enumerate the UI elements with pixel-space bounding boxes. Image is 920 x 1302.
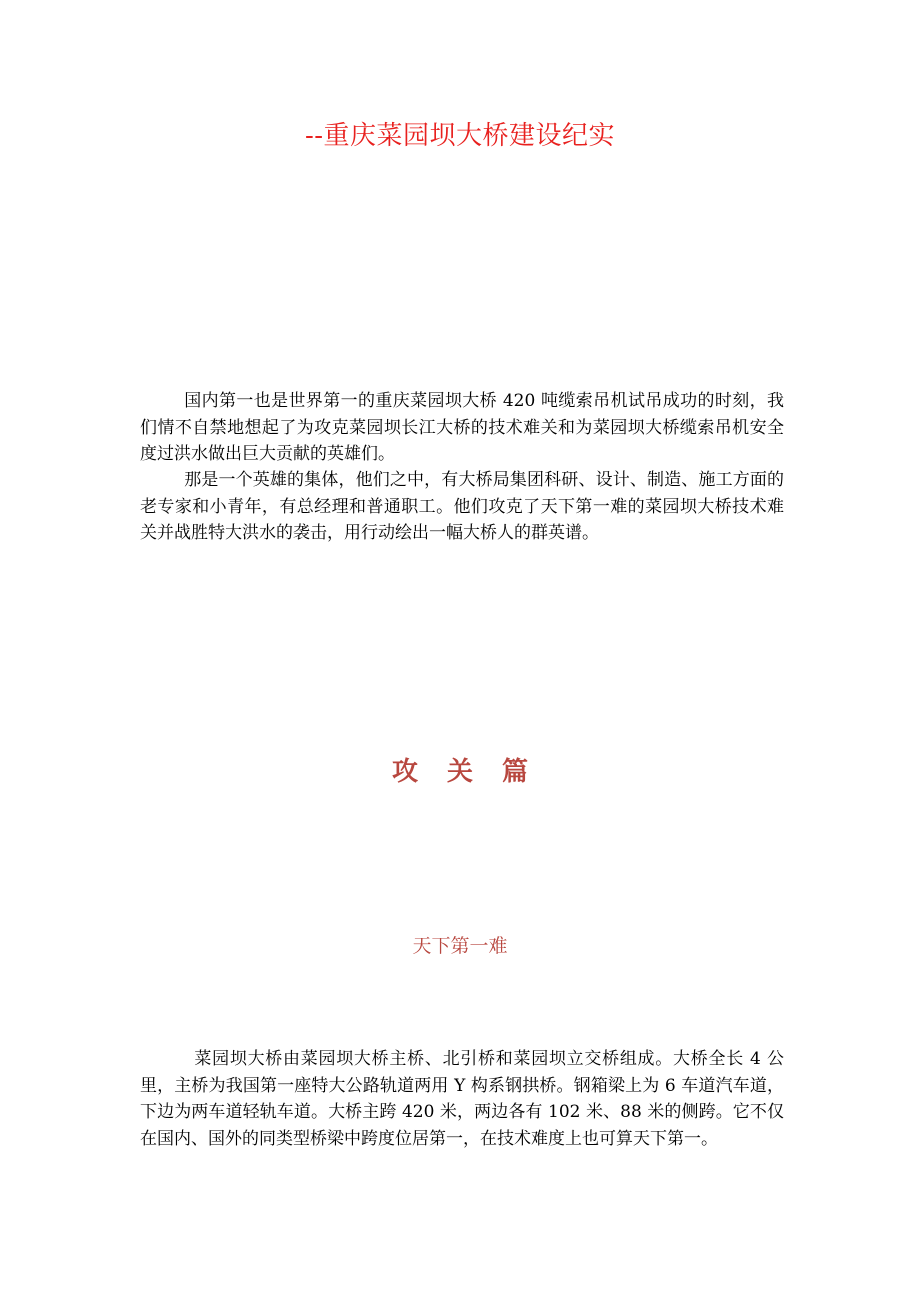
section-heading: 攻 关 篇	[391, 757, 539, 787]
intro-paragraph-2: 那是一个英雄的集体，他们之中，有大桥局集团科研、设计、制造、施工方面的老专家和小青年，有总经理和普通职工。他们攻克了天下第一难的菜园坝大桥技术难关并战胜特大洪水的袭击，用行动绘出一幅大桥人的群英谱。	[140, 470, 784, 543]
sub-heading: 天下第一难	[412, 935, 508, 957]
intro-paragraph-1: 国内第一也是世界第一的重庆菜园坝大桥 420 吨缆索吊机试吊成功的时刻，我们情不自禁地想起了为攻克菜园坝长江大桥的技术难关和为菜园坝大桥缆索吊机安全度过洪水做出巨大贡献的英雄们。	[140, 391, 784, 464]
document-subtitle: --重庆菜园坝大桥建设纪实	[304, 121, 616, 151]
section-paragraph-1: 菜园坝大桥由菜园坝大桥主桥、北引桥和菜园坝立交桥组成。大桥全长 4 公里，主桥为我国第一座特大公路轨道两用 Y 构系钢拱桥。钢箱梁上为 6 车道汽车道，下边为两车道轻轨车道。大桥主跨 420 米，两边各有 102 米、88 米的侧跨。它不仅在国内、国外的同类型桥梁中跨度位居第一，在技术难度上也可算天下第一。	[140, 1049, 784, 1149]
